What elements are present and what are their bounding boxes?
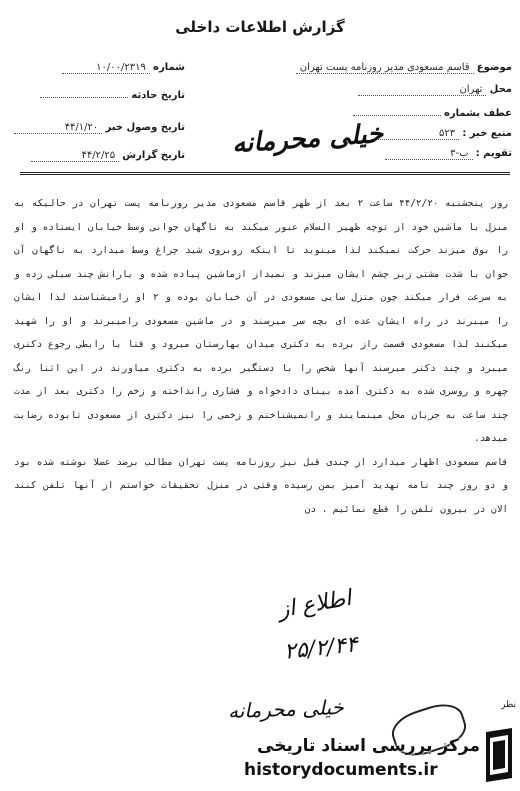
- watermark-url: historydocuments.ir: [244, 760, 438, 780]
- place-row: [358, 84, 512, 96]
- archive-logo-icon: [482, 726, 516, 784]
- ref-row: [353, 108, 512, 119]
- body-paragraph-2: قاسم مسعودی اظهار میدارد از چندی قبل نیز روزنامه پست تهران مطالب برضد عضلا نوشته شده بود و دو روز چند نامه تهدید آمیز بمن رسیده وقتی در منزل تحقیقات خواستم از آنها تلفن کنند الان در بیرون تلفن را قطع نمائیم . دن: [14, 456, 508, 515]
- report-body: [14, 192, 508, 521]
- number-label: شماره: [153, 62, 185, 73]
- ref-label: عطف بشماره: [443, 108, 512, 119]
- incident-date-row: [30, 90, 185, 101]
- body-paragraph-1: روز پنجشنبه ۴۴/۲/۲۰ ساعت ۲ بعد از ظهر قاسم مسعودی مدیر روزنامه پست تهران در حالیکه به منزل با ماشین خود از توچه ظهیر السلام عبور میکند به ناگهان جوانی وسط خیابان ایستاده و او را بوق میزند حرکت نمیکند لذا مینوید تا اینکه روبروی شید چراغ وسط میدارد به ناگهان آن جوان با شدت مشتی زیر چشم ایشان میزند و نمیداز ازماشین پیاده شده و یارانش چند سیلی زده و به سرعت فرار میکند چون منزل سایی مسعودی در آن خیابان بوده و ۲ او رامیشناسند لذا ایشان را میبرند در راه ایشان عده ای بچه سر میرسند و در ماشین مسعودی رامیبرند و او را شهید میکنند لذا مسعودی قسمت راز برده به دکتری میدان بهارستان میرود و قتا با رابطی رجوع دکتری میبرد و چند دکتر میرسند آنها شخص را با دستگیر برده به دکتری میاورند در این اثنا رنگ چهره و روسری شده به دکتری آمده بینای دادخواه و فشاری رانداخته و زخم را دکتری بعد از مدت چند ساعت به جریان محل مینمایند و رانمیشناختم و زخمی را نیز دکتری از مسعودی تابوده رضایت میدهد.: [14, 198, 509, 444]
- number-row: [30, 62, 185, 74]
- report-date-value: ۴۴/۲/۲۵: [31, 150, 119, 162]
- source-value: ۵۲۳: [371, 128, 459, 140]
- handwritten-date: ۲۵/۲/۴۴: [282, 632, 360, 665]
- report-date-row: [30, 150, 185, 162]
- handwritten-classification: خیلی محرمانه: [227, 694, 345, 724]
- incident-date-label: تاریخ حادثه: [131, 90, 185, 101]
- classification-stamp: خیلی محرمانه: [231, 118, 385, 160]
- source-row: [371, 128, 512, 140]
- source-label: منبع خبر :: [462, 128, 512, 139]
- incident-date-line: [40, 97, 128, 98]
- place-value: تهران: [358, 84, 486, 96]
- received-row: [30, 122, 185, 134]
- handwritten-note-1: اطلاع از: [276, 585, 354, 624]
- header-divider: [20, 172, 510, 175]
- place-label: محل: [489, 84, 512, 95]
- ref-value-line: [353, 115, 441, 116]
- received-value: ۴۴/۱/۲۰: [14, 122, 102, 134]
- calendar-label: تقویم :: [475, 148, 512, 159]
- comment-label: نظر: [501, 700, 516, 710]
- subject-label: موضوع: [476, 62, 512, 73]
- number-value: ۱۰/۰۰/۲۳۱۹: [62, 62, 150, 74]
- calendar-value: ب-۳: [385, 148, 473, 160]
- subject-row: [296, 62, 512, 74]
- report-date-label: تاریخ گزارش: [122, 150, 185, 161]
- calendar-row: [385, 148, 513, 160]
- watermark-title: مرکز بررسی اسناد تاریخی: [257, 736, 480, 756]
- received-label: تاریخ وصول خبر: [105, 122, 185, 133]
- page-title: گزارش اطلاعات داخلی: [175, 18, 345, 36]
- subject-value: قاسم مسعودی مدیر روزنامه پست تهران: [296, 62, 474, 74]
